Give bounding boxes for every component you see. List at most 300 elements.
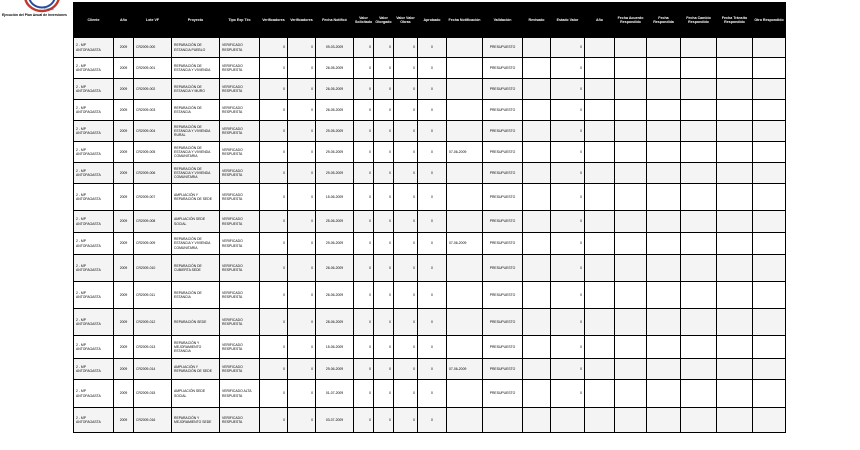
cell-empty xyxy=(717,79,753,100)
cell-anio: 2009 xyxy=(114,336,134,359)
cell-empty xyxy=(753,121,786,142)
table-row[interactable] xyxy=(74,211,786,233)
cell-lote: CR2009-008 xyxy=(134,211,172,233)
column-header[interactable]: Verificadores xyxy=(260,3,288,38)
cell-empty xyxy=(717,163,753,184)
cell-v1: 0 xyxy=(260,408,288,433)
cell-cliente: 2 - MP ANTOFAGASTA xyxy=(74,142,114,163)
cell-empty xyxy=(585,211,615,233)
cell-rev xyxy=(523,359,551,380)
cell-fnot xyxy=(447,211,483,233)
cell-fecha: 03-07-2009 xyxy=(316,408,354,433)
cell-cliente: 2 - MP ANTOFAGASTA xyxy=(74,309,114,336)
cell-fnot xyxy=(447,309,483,336)
cell-estado: 0 xyxy=(551,38,585,58)
cell-v2: 0 xyxy=(288,309,316,336)
cell-empty xyxy=(585,79,615,100)
cell-fecha: 01-07-2009 xyxy=(316,380,354,408)
cell-cliente: 2 - MP ANTOFAGASTA xyxy=(74,380,114,408)
cell-proyecto: REPARACIÓN DE ESTANCIA Y VIVIENDA COMUNITARIA xyxy=(172,163,220,184)
cell-empty xyxy=(615,121,647,142)
cell-estado: 0 xyxy=(551,211,585,233)
cell-vs: 0 xyxy=(354,380,374,408)
cell-proyecto: REPARACIÓN Y MEJORAMIENTO ESTANCIA xyxy=(172,336,220,359)
cell-anio: 2009 xyxy=(114,255,134,282)
table-row[interactable] xyxy=(74,309,786,336)
cell-vo: 0 xyxy=(374,184,394,211)
column-header[interactable]: Fecha Notificación xyxy=(447,3,483,38)
cell-lote: CR2009-012 xyxy=(134,309,172,336)
column-header[interactable]: Fecha Notificó xyxy=(316,3,354,38)
cell-fnot xyxy=(447,100,483,121)
cell-v2: 0 xyxy=(288,336,316,359)
cell-tipo: VERIFICADO RESPUESTA xyxy=(220,163,260,184)
cell-fecha: 29-06-2009 xyxy=(316,233,354,255)
cell-lote: CR2009-003 xyxy=(134,100,172,121)
cell-proyecto: REPARACIÓN Y MEJORAMIENTO SEDE xyxy=(172,408,220,433)
cell-vs: 0 xyxy=(354,100,374,121)
cell-empty xyxy=(753,380,786,408)
cell-empty xyxy=(615,408,647,433)
cell-fecha: 29-05-2009 xyxy=(316,142,354,163)
cell-empty xyxy=(647,309,681,336)
cell-vo: 0 xyxy=(374,79,394,100)
cell-empty xyxy=(585,163,615,184)
cell-empty xyxy=(647,121,681,142)
cell-empty xyxy=(615,282,647,309)
cell-valid: PRESUPUESTO xyxy=(483,359,523,380)
cell-lote: CR2009-009 xyxy=(134,233,172,255)
cell-empty xyxy=(681,255,717,282)
cell-fnot xyxy=(447,408,483,433)
cell-empty xyxy=(717,100,753,121)
cell-estado: 0 xyxy=(551,58,585,79)
table-row[interactable] xyxy=(74,380,786,408)
cell-v1: 0 xyxy=(260,211,288,233)
cell-tipo: VERIFICADO RESPUESTA xyxy=(220,38,260,58)
cell-empty xyxy=(717,359,753,380)
cell-rev xyxy=(523,58,551,79)
cell-empty xyxy=(753,142,786,163)
cell-estado: 0 xyxy=(551,359,585,380)
cell-anio: 2009 xyxy=(114,163,134,184)
cell-empty xyxy=(753,309,786,336)
cell-empty xyxy=(615,309,647,336)
cell-empty xyxy=(717,58,753,79)
column-header[interactable]: Aprobado xyxy=(418,3,447,38)
cell-anio: 2009 xyxy=(114,233,134,255)
cell-fnot xyxy=(447,121,483,142)
cell-proyecto: REPARACIÓN DE ESTANCIA Y VIVIENDA COMUNITARIA xyxy=(172,142,220,163)
cell-fecha: 15-06-2009 xyxy=(316,184,354,211)
table-row[interactable] xyxy=(74,142,786,163)
table-header-row xyxy=(74,3,786,38)
column-header[interactable]: Cliente xyxy=(74,3,114,38)
cell-empty xyxy=(681,211,717,233)
cell-vs: 0 xyxy=(354,79,374,100)
cell-empty xyxy=(753,38,786,58)
cell-empty xyxy=(647,79,681,100)
cell-empty xyxy=(717,282,753,309)
cell-aprob: 0 xyxy=(418,255,447,282)
cell-vo: 0 xyxy=(374,336,394,359)
cell-empty xyxy=(753,58,786,79)
cell-valid: PRESUPUESTO xyxy=(483,121,523,142)
cell-aprob: 0 xyxy=(418,282,447,309)
cell-v1: 0 xyxy=(260,255,288,282)
cell-lote: CR2009-010 xyxy=(134,255,172,282)
cell-vs: 0 xyxy=(354,211,374,233)
logo-emblem-icon xyxy=(12,0,68,14)
cell-tipo: VERIFICADO RESPUESTA xyxy=(220,309,260,336)
cell-empty xyxy=(681,282,717,309)
cell-empty xyxy=(647,38,681,58)
cell-cliente: 2 - MP ANTOFAGASTA xyxy=(74,282,114,309)
cell-fecha: 29-05-2009 xyxy=(316,121,354,142)
cell-tipo: VERIFICADO RESPUESTA xyxy=(220,336,260,359)
column-header[interactable]: Validación xyxy=(483,3,523,38)
table-row[interactable] xyxy=(74,233,786,255)
cell-vs: 0 xyxy=(354,38,374,58)
cell-tipo: VERIFICADO RESPUESTA xyxy=(220,233,260,255)
cell-tipo: VERIFICADO RESPUESTA xyxy=(220,211,260,233)
cell-vo: 0 xyxy=(374,309,394,336)
column-header[interactable]: Lote VF xyxy=(134,3,172,38)
cell-empty xyxy=(647,163,681,184)
cell-rev xyxy=(523,380,551,408)
table-row[interactable] xyxy=(74,79,786,100)
column-header[interactable]: Otro Respondido xyxy=(753,3,786,38)
cell-v1: 0 xyxy=(260,184,288,211)
cell-rev xyxy=(523,163,551,184)
cell-aprob: 0 xyxy=(418,38,447,58)
cell-empty xyxy=(615,79,647,100)
svg-text:Trabajo: Trabajo xyxy=(44,7,55,11)
cell-anio: 2009 xyxy=(114,121,134,142)
cell-empty xyxy=(585,309,615,336)
cell-estado: 0 xyxy=(551,233,585,255)
column-header[interactable]: Fecha Cambio Respondido xyxy=(681,3,717,38)
cell-empty xyxy=(753,100,786,121)
cell-rev xyxy=(523,100,551,121)
cell-v1: 0 xyxy=(260,79,288,100)
cell-vo: 0 xyxy=(374,58,394,79)
cell-empty xyxy=(585,336,615,359)
cell-v2: 0 xyxy=(288,380,316,408)
cell-tipo: VERIFICADO RESPUESTA xyxy=(220,79,260,100)
cell-valid: PRESUPUESTO xyxy=(483,79,523,100)
cell-v2: 0 xyxy=(288,163,316,184)
cell-v1: 0 xyxy=(260,380,288,408)
cell-lote: CR2009-000 xyxy=(134,38,172,58)
table-row[interactable] xyxy=(74,336,786,359)
column-header[interactable]: Revisado xyxy=(523,3,551,38)
cell-v2: 0 xyxy=(288,121,316,142)
cell-rev xyxy=(523,38,551,58)
cell-fnot xyxy=(447,58,483,79)
cell-valid: PRESUPUESTO xyxy=(483,58,523,79)
cell-estado: 0 xyxy=(551,163,585,184)
cell-empty xyxy=(681,309,717,336)
cell-empty xyxy=(753,163,786,184)
cell-rev xyxy=(523,309,551,336)
cell-empty xyxy=(585,58,615,79)
cell-rev xyxy=(523,408,551,433)
cell-fnot xyxy=(447,336,483,359)
cell-proyecto: AMPLIACIÓN Y REPARACIÓN DE SEDE xyxy=(172,359,220,380)
cell-cliente: 2 - MP ANTOFAGASTA xyxy=(74,121,114,142)
cell-v1: 0 xyxy=(260,142,288,163)
cell-estado: 0 xyxy=(551,184,585,211)
cell-v2: 0 xyxy=(288,255,316,282)
cell-vs: 0 xyxy=(354,255,374,282)
cell-cliente: 2 - MP ANTOFAGASTA xyxy=(74,184,114,211)
cell-vo: 0 xyxy=(374,121,394,142)
cell-vvo: 0 xyxy=(394,184,418,211)
cell-v2: 0 xyxy=(288,184,316,211)
cell-aprob: 0 xyxy=(418,211,447,233)
cell-empty xyxy=(615,142,647,163)
cell-vvo: 0 xyxy=(394,233,418,255)
table-row[interactable] xyxy=(74,184,786,211)
cell-vs: 0 xyxy=(354,408,374,433)
cell-proyecto: REPARACIÓN DE ESTANCIA Y VIVIENDA RURAL xyxy=(172,121,220,142)
column-header[interactable]: Año xyxy=(114,3,134,38)
cell-fecha: 28-06-2009 xyxy=(316,309,354,336)
cell-fecha: 26-06-2009 xyxy=(316,282,354,309)
cell-cliente: 2 - MP ANTOFAGASTA xyxy=(74,211,114,233)
cell-empty xyxy=(753,282,786,309)
cell-empty xyxy=(585,282,615,309)
cell-proyecto: REPARACIÓN DE ESTANCIA xyxy=(172,100,220,121)
table-row[interactable] xyxy=(74,121,786,142)
cell-proyecto: AMPLIACIÓN SEDE SOCIAL xyxy=(172,380,220,408)
column-header[interactable]: Verificadores xyxy=(288,3,316,38)
table-row[interactable] xyxy=(74,38,786,58)
cell-proyecto: REPARACIÓN DE ESTANCIA PUEBLO xyxy=(172,38,220,58)
cell-vo: 0 xyxy=(374,211,394,233)
cell-fecha: 15-06-2009 xyxy=(316,336,354,359)
cell-fnot xyxy=(447,184,483,211)
cell-vvo: 0 xyxy=(394,100,418,121)
cell-v2: 0 xyxy=(288,38,316,58)
cell-fecha: 29-06-2009 xyxy=(316,359,354,380)
cell-empty xyxy=(585,380,615,408)
cell-aprob: 0 xyxy=(418,380,447,408)
cell-aprob: 0 xyxy=(418,121,447,142)
cell-anio: 2009 xyxy=(114,142,134,163)
cell-vo: 0 xyxy=(374,408,394,433)
cell-aprob: 0 xyxy=(418,79,447,100)
cell-empty xyxy=(647,211,681,233)
cell-estado: 0 xyxy=(551,142,585,163)
cell-aprob: 0 xyxy=(418,184,447,211)
cell-lote: CR2009-002 xyxy=(134,79,172,100)
cell-empty xyxy=(647,184,681,211)
cell-v1: 0 xyxy=(260,38,288,58)
table-row[interactable] xyxy=(74,100,786,121)
cell-cliente: 2 - MP ANTOFAGASTA xyxy=(74,408,114,433)
cell-valid: PRESUPUESTO xyxy=(483,255,523,282)
column-header[interactable]: Tipo Exp Téc xyxy=(220,3,260,38)
cell-v2: 0 xyxy=(288,359,316,380)
cell-aprob: 0 xyxy=(418,100,447,121)
cell-empty xyxy=(753,184,786,211)
column-header[interactable]: Fecha Acuerdo Respondido xyxy=(615,3,647,38)
column-header[interactable]: Proyecto xyxy=(172,3,220,38)
cell-fecha: 26-05-2009 xyxy=(316,58,354,79)
cell-vs: 0 xyxy=(354,58,374,79)
table-row[interactable] xyxy=(74,282,786,309)
cell-tipo: VERIFICADO ALTA RESPUESTA xyxy=(220,380,260,408)
cell-v1: 0 xyxy=(260,58,288,79)
cell-vo: 0 xyxy=(374,380,394,408)
table-row[interactable] xyxy=(74,255,786,282)
cell-valid: PRESUPUESTO xyxy=(483,163,523,184)
cell-empty xyxy=(585,100,615,121)
header-tagline: Ejecución del Plan Anual de Inversiones xyxy=(2,13,67,17)
cell-fnot xyxy=(447,380,483,408)
cell-tipo: VERIFICADO RESPUESTA xyxy=(220,408,260,433)
cell-empty xyxy=(647,100,681,121)
cell-lote: CR2009-011 xyxy=(134,282,172,309)
column-header[interactable]: Valor Valor Obras xyxy=(394,3,418,38)
cell-vvo: 0 xyxy=(394,255,418,282)
projects-table xyxy=(73,2,786,433)
cell-fecha: 29-05-2009 xyxy=(316,163,354,184)
cell-v1: 0 xyxy=(260,233,288,255)
cell-empty xyxy=(647,359,681,380)
cell-fnot: 07-06-2009 xyxy=(447,359,483,380)
cell-valid: PRESUPUESTO xyxy=(483,309,523,336)
cell-lote: CR2009-013 xyxy=(134,336,172,359)
cell-vvo: 0 xyxy=(394,380,418,408)
cell-valid: PRESUPUESTO xyxy=(483,336,523,359)
cell-empty xyxy=(615,380,647,408)
table-row[interactable] xyxy=(74,58,786,79)
column-header[interactable]: Fecha Respondida xyxy=(647,3,681,38)
cell-aprob: 0 xyxy=(418,336,447,359)
cell-lote: CR2009-004 xyxy=(134,121,172,142)
organization-logo xyxy=(12,0,68,14)
cell-proyecto: REPARACIÓN DE ESTANCIA Y MURO xyxy=(172,79,220,100)
cell-v1: 0 xyxy=(260,163,288,184)
cell-lote: CR2009-006 xyxy=(134,163,172,184)
cell-fecha: 26-05-2009 xyxy=(316,79,354,100)
cell-vvo: 0 xyxy=(394,282,418,309)
cell-v1: 0 xyxy=(260,282,288,309)
cell-empty xyxy=(647,380,681,408)
cell-empty xyxy=(717,142,753,163)
cell-cliente: 2 - MP ANTOFAGASTA xyxy=(74,233,114,255)
cell-valid: PRESUPUESTO xyxy=(483,142,523,163)
cell-v2: 0 xyxy=(288,142,316,163)
table-row[interactable] xyxy=(74,408,786,433)
column-header[interactable]: Fecha Tránsito Respondido xyxy=(717,3,753,38)
cell-aprob: 0 xyxy=(418,359,447,380)
cell-valid xyxy=(483,408,523,433)
cell-estado: 0 xyxy=(551,121,585,142)
cell-empty xyxy=(681,380,717,408)
cell-valid: PRESUPUESTO xyxy=(483,100,523,121)
cell-empty xyxy=(717,184,753,211)
cell-valid: PRESUPUESTO xyxy=(483,184,523,211)
cell-vs: 0 xyxy=(354,142,374,163)
cell-empty xyxy=(753,359,786,380)
cell-empty xyxy=(717,121,753,142)
cell-vvo: 0 xyxy=(394,142,418,163)
cell-empty xyxy=(647,142,681,163)
cell-fnot xyxy=(447,38,483,58)
cell-v2: 0 xyxy=(288,211,316,233)
cell-fnot: 07-06-2009 xyxy=(447,233,483,255)
cell-empty xyxy=(585,38,615,58)
cell-empty xyxy=(717,38,753,58)
cell-v1: 0 xyxy=(260,121,288,142)
cell-valid: PRESUPUESTO xyxy=(483,211,523,233)
column-header[interactable]: Valor Otorgado xyxy=(374,3,394,38)
cell-vs: 0 xyxy=(354,309,374,336)
cell-empty xyxy=(717,380,753,408)
cell-tipo: VERIFICADO RESPUESTA xyxy=(220,142,260,163)
cell-empty xyxy=(681,359,717,380)
column-header[interactable]: Año xyxy=(585,3,615,38)
cell-vvo: 0 xyxy=(394,58,418,79)
cell-cliente: 2 - MP ANTOFAGASTA xyxy=(74,100,114,121)
cell-proyecto: REPARACIÓN DE ESTANCIA Y VIVIENDA COMUNITARIA xyxy=(172,233,220,255)
cell-empty xyxy=(615,233,647,255)
cell-empty xyxy=(681,163,717,184)
cell-aprob: 0 xyxy=(418,408,447,433)
cell-empty xyxy=(681,58,717,79)
cell-valid: PRESUPUESTO xyxy=(483,380,523,408)
cell-valid: PRESUPUESTO xyxy=(483,38,523,58)
cell-fnot: 07-06-2009 xyxy=(447,142,483,163)
table-row[interactable] xyxy=(74,359,786,380)
cell-empty xyxy=(647,408,681,433)
cell-vo: 0 xyxy=(374,163,394,184)
cell-empty xyxy=(585,184,615,211)
cell-empty xyxy=(681,184,717,211)
cell-anio: 2009 xyxy=(114,380,134,408)
cell-lote: CR2009-007 xyxy=(134,184,172,211)
cell-empty xyxy=(585,233,615,255)
cell-vvo: 0 xyxy=(394,38,418,58)
cell-vvo: 0 xyxy=(394,163,418,184)
cell-fnot xyxy=(447,255,483,282)
table-row[interactable] xyxy=(74,163,786,184)
cell-empty xyxy=(753,233,786,255)
cell-estado: 0 xyxy=(551,79,585,100)
cell-vvo: 0 xyxy=(394,121,418,142)
cell-empty xyxy=(717,233,753,255)
cell-tipo: VERIFICADO RESPUESTA xyxy=(220,255,260,282)
cell-v1: 0 xyxy=(260,100,288,121)
cell-tipo: VERIFICADO RESPUESTA xyxy=(220,359,260,380)
column-header[interactable]: Estado Valor xyxy=(551,3,585,38)
cell-empty xyxy=(753,255,786,282)
cell-empty xyxy=(615,58,647,79)
cell-estado: 0 xyxy=(551,336,585,359)
cell-rev xyxy=(523,282,551,309)
cell-vs: 0 xyxy=(354,336,374,359)
cell-proyecto: REPARACIÓN DE CUBIERTA SEDE xyxy=(172,255,220,282)
cell-vo: 0 xyxy=(374,255,394,282)
cell-fnot xyxy=(447,163,483,184)
column-header[interactable]: Valor Solicitado xyxy=(354,3,374,38)
cell-fecha: 25-06-2009 xyxy=(316,211,354,233)
cell-v2: 0 xyxy=(288,282,316,309)
